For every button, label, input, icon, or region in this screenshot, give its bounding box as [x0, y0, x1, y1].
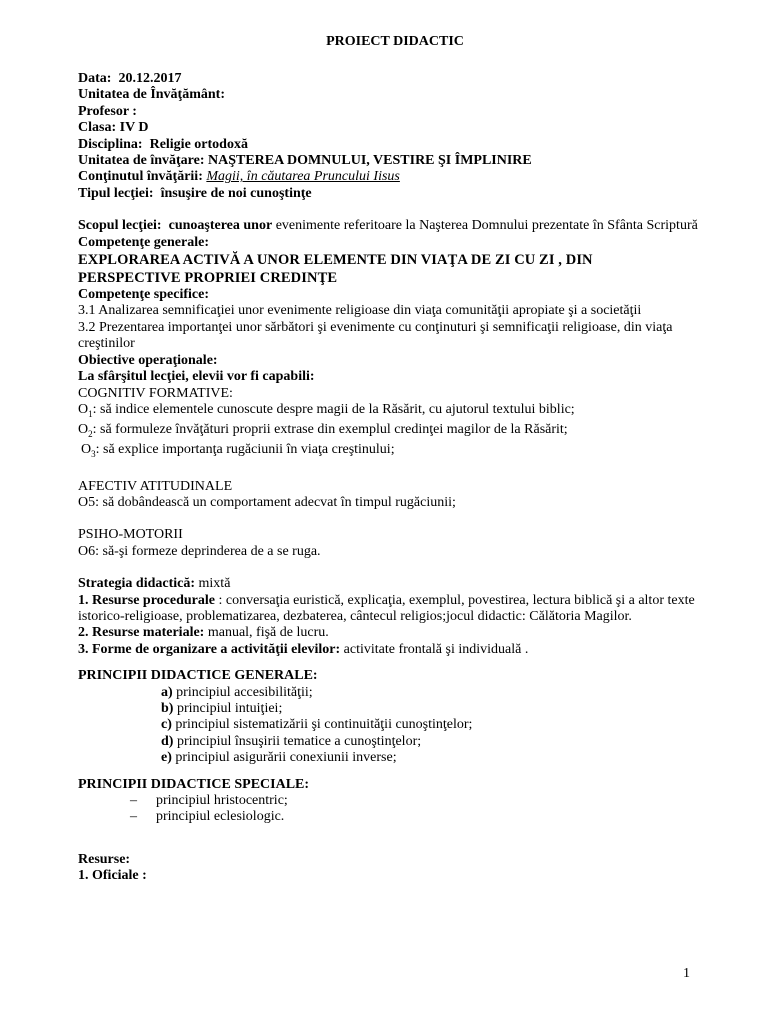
special-principles-heading: PRINCIPII DIDACTICE SPECIALE:	[78, 776, 310, 792]
procedural-resources-label: 1. Resurse procedurale	[78, 592, 215, 608]
objective-text: : să indice elementele cunoscute despre magii de la Răsărit, cu ajutorul textului biblic;	[92, 401, 575, 417]
class-label: Clasa:	[78, 120, 117, 136]
date-value: 20.12.2017	[118, 71, 182, 86]
objective-code: O	[78, 422, 89, 438]
psychomotor-heading: PSIHO-MOTORII	[78, 527, 183, 543]
class-value: IV D	[119, 120, 149, 136]
organization-forms	[78, 642, 698, 658]
material-resources	[78, 625, 698, 641]
lesson-type-label: Tipul lecţiei:	[78, 185, 154, 201]
lesson-purpose	[78, 218, 698, 234]
principle-item	[78, 734, 698, 750]
lesson-type-line	[78, 186, 698, 202]
objective-code: O	[81, 442, 92, 458]
learning-unit-value: NAŞTEREA DOMNULUI, VESTIRE ŞI ÎMPLINIRE	[208, 153, 532, 169]
material-resources-label: 2. Resurse materiale:	[78, 625, 205, 641]
objective-code: O	[78, 401, 89, 417]
lesson-type-value: însuşire de noi cunoştinţe	[160, 185, 312, 201]
principle-letter: d)	[161, 733, 174, 749]
specific-competences-label: Competenţe specifice:	[78, 287, 210, 303]
organization-forms-label: 3. Forme de organizare a activităţii elevilor:	[78, 641, 341, 657]
school-label: Unitatea de Învăţământ:	[78, 87, 225, 103]
material-resources-text: manual, fişă de lucru.	[207, 625, 329, 641]
learning-unit-label: Unitatea de învăţare:	[78, 153, 205, 169]
teacher-line	[78, 104, 698, 120]
class-line	[78, 120, 698, 136]
discipline-line	[78, 137, 698, 153]
principle-item	[78, 717, 698, 733]
principle-text: principiul însuşirii tematice a cunoştinţelor;	[176, 733, 422, 749]
psychomotor-objective: O6: să-şi formeze deprinderea de a se ruga.	[78, 543, 321, 559]
special-principle-item	[78, 809, 698, 825]
discipline-label: Disciplina:	[78, 136, 143, 152]
objective-text: : să explice importanţa rugăciunii în viaţa creştinului;	[95, 442, 395, 458]
principle-item	[78, 685, 698, 701]
objective-sub: 1	[88, 408, 93, 419]
document-page	[78, 34, 698, 885]
procedural-resources-text: : conversaţia euristică, explicaţia, exemplul, povestirea, lectura biblică şi a altor texte istorico-religioase, problematizarea, dezbaterea, cântecul religios;jocul didactic: Călătoria Magilor.	[78, 592, 695, 624]
objective-item	[78, 422, 698, 442]
special-principle-text: principiul eclesiologic.	[156, 809, 285, 825]
principle-text: principiul intuiţiei;	[176, 700, 283, 716]
principle-letter: b)	[161, 700, 174, 716]
date-label: Data:	[78, 71, 112, 86]
objective-item	[78, 442, 698, 462]
official-resources: 1. Oficiale :	[78, 868, 147, 884]
objective-sub: 2	[88, 428, 93, 439]
principle-letter: c)	[161, 717, 172, 733]
learning-unit-line	[78, 153, 698, 169]
dash-bullet-icon: –	[130, 809, 137, 825]
principle-letter: a)	[161, 684, 173, 700]
strategy-value: mixtă	[198, 576, 231, 592]
dash-bullet-icon: –	[130, 793, 137, 809]
purpose-bold: cunoaşterea unor	[168, 218, 273, 234]
procedural-resources	[78, 593, 698, 626]
document-title: PROIECT DIDACTIC	[326, 34, 464, 49]
purpose-text: evenimente referitoare la Naşterea Domnului prezentate în Sfânta Scriptură	[275, 218, 698, 234]
specific-competence-item: 3.2 Prezentarea importanţei unor sărbători şi evenimente cu conţinuturi şi semnificaţii religioase, din viaţa creştinilor	[78, 319, 673, 352]
principle-item	[78, 701, 698, 717]
cognitive-heading: COGNITIV FORMATIVE:	[78, 385, 233, 401]
principle-letter: e)	[161, 750, 172, 766]
special-principle-item	[78, 793, 698, 809]
content-line	[78, 169, 698, 185]
content-label: Conţinutul învăţării:	[78, 169, 203, 185]
school-line	[78, 87, 698, 103]
principle-text: principiul asigurării conexiunii inverse;	[175, 750, 397, 766]
page-number: 1	[683, 966, 690, 981]
general-competences-label: Competenţe generale:	[78, 234, 210, 250]
objectives-label: Obiective operaţionale:	[78, 352, 218, 368]
special-principle-text: principiul hristocentric;	[156, 793, 288, 809]
purpose-label: Scopul lecţiei:	[78, 218, 162, 234]
general-competences-text: EXPLORAREA ACTIVĂ A UNOR ELEMENTE DIN VIAŢA DE ZI CU ZI , DIN PERSPECTIVE PROPRIEI CREDINŢE	[78, 252, 593, 287]
discipline-value: Religie ortodoxă	[149, 136, 248, 152]
affective-objective: O5: să dobândească un comportament adecvat în timpul rugăciunii;	[78, 494, 456, 510]
general-principles-heading: PRINCIPII DIDACTICE GENERALE:	[78, 668, 318, 684]
date-line	[78, 71, 698, 87]
principle-item	[78, 750, 698, 766]
organization-forms-text: activitate frontală şi individuală .	[343, 641, 529, 657]
objective-sub: 3	[91, 449, 96, 460]
principle-text: principiul sistematizării şi continuităţii cunoştinţelor;	[175, 717, 473, 733]
teacher-label: Profesor :	[78, 103, 137, 119]
principle-text: principiul accesibilităţii;	[176, 684, 313, 700]
affective-heading: AFECTIV ATITUDINALE	[78, 478, 233, 494]
strategy-label: Strategia didactică:	[78, 576, 196, 592]
specific-competence-item: 3.1 Analizarea semnificaţiei unor evenimente religioase din viaţa comunităţii apropiate şi a societăţii	[78, 303, 642, 319]
objective-item	[78, 402, 698, 422]
objective-text: : să formuleze învăţături proprii extrase din exemplul credinţei magilor de la Răsărit;	[92, 422, 568, 438]
strategy-line	[78, 576, 698, 592]
objectives-intro: La sfârşitul lecţiei, elevii vor fi capabili:	[78, 369, 315, 385]
content-value: Magii, în căutarea Pruncului Iisus	[206, 169, 400, 185]
resources-heading: Resurse:	[78, 851, 131, 867]
